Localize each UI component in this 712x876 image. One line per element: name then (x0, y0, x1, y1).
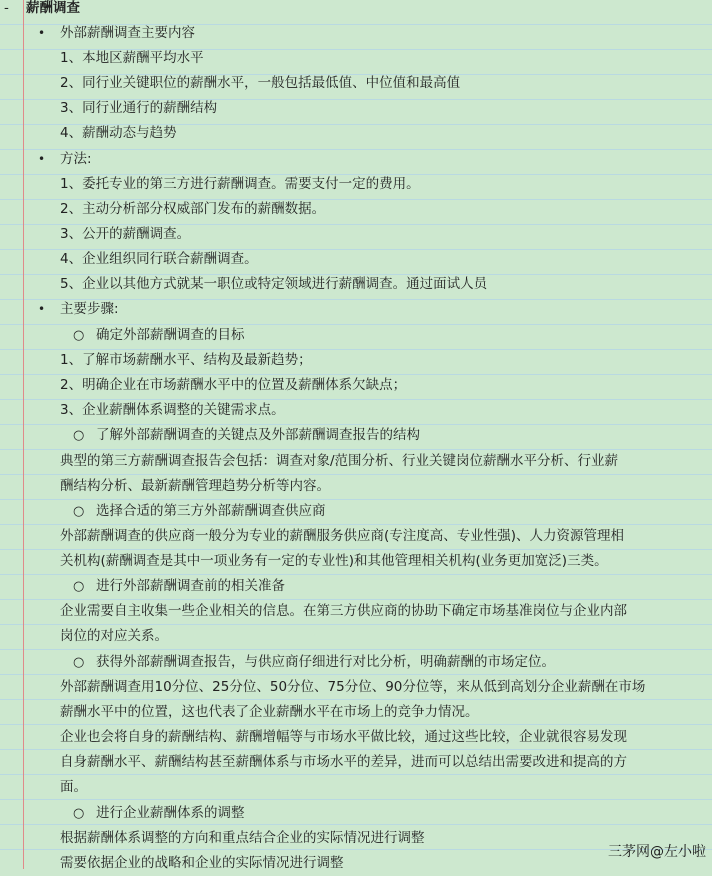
paragraph-text: 薪酬水平中的位置，这也代表了企业薪酬水平在市场上的竞争力情况。 (60, 704, 479, 720)
circle-bullet-icon: ○ (73, 806, 85, 821)
sub-heading: 了解外部薪酬调查的关键点及外部薪酬调查报告的结构 (96, 427, 420, 443)
list-item-text: 1、了解市场薪酬水平、结构及最新趋势； (60, 352, 312, 368)
sub-heading-row (0, 801, 712, 826)
sub-heading-row (0, 574, 712, 599)
list-item (0, 297, 712, 322)
page-title: 薪酬调查 (26, 0, 80, 16)
list-item-text: 2、同行业关键职位的薪酬水平，一般包括最低值、中位值和最高值 (60, 75, 461, 91)
paragraph-text: 自身薪酬水平、薪酬结构甚至薪酬体系与市场水平的差异，进而可以总结出需要改进和提高的方 (60, 754, 627, 770)
paragraph-text: 面。 (60, 779, 87, 795)
sub-heading: 进行企业薪酬体系的调整 (96, 805, 245, 821)
circle-bullet-icon: ○ (73, 579, 85, 594)
list-item (0, 21, 712, 46)
paragraph-text: 外部薪酬调查的供应商一般分为专业的薪酬服务供应商(专注度高、专业性强)、人力资源管理相 (60, 528, 625, 544)
sub-heading-row (0, 499, 712, 524)
list-item-text: 1、本地区薪酬平均水平 (60, 50, 204, 66)
circle-bullet-icon: ○ (73, 655, 85, 670)
circle-bullet-icon: ○ (73, 328, 85, 343)
circle-bullet-icon: ○ (73, 428, 85, 443)
paragraph-text: 岗位的对应关系。 (60, 628, 168, 644)
circle-bullet-icon: ○ (73, 504, 85, 519)
list-item-text: 2、主动分析部分权威部门发布的薪酬数据。 (60, 201, 326, 217)
list-item-text: 3、公开的薪酬调查。 (60, 226, 191, 242)
list-item-text: 3、同行业通行的薪酬结构 (60, 100, 218, 116)
sub-heading: 进行外部薪酬调查前的相关准备 (96, 578, 285, 594)
sub-heading: 获得外部薪酬调查报告，与供应商仔细进行对比分析，明确薪酬的市场定位。 (96, 654, 555, 670)
sub-heading-row (0, 650, 712, 675)
section-heading-steps: 主要步骤: (60, 301, 119, 317)
heading-row (0, 0, 712, 21)
list-item-text: 1、委托专业的第三方进行薪酬调查。需要支付一定的费用。 (60, 176, 420, 192)
list-item-text: 4、薪酬动态与趋势 (60, 125, 177, 141)
section-heading-external: 外部薪酬调查主要内容 (60, 25, 195, 41)
paragraph-text: 典型的第三方薪酬调查报告会包括：调查对象/范围分析、行业关键岗位薪酬水平分析、行业薪 (60, 453, 619, 469)
sub-heading: 确定外部薪酬调查的目标 (96, 327, 245, 343)
paragraph-text: 企业也会将自身的薪酬结构、薪酬增幅等与市场水平做比较，通过这些比较，企业就很容易发现 (60, 729, 627, 745)
sub-heading: 选择合适的第三方外部薪酬调查供应商 (96, 503, 326, 519)
bullet-icon: • (38, 152, 46, 166)
list-item-text: 5、企业以其他方式就某一职位或特定领域进行薪酬调查。通过面试人员 (60, 276, 488, 292)
bullet-icon: • (38, 302, 46, 316)
list-item-text: 3、企业薪酬体系调整的关键需求点。 (60, 402, 285, 418)
sub-heading-row (0, 423, 712, 448)
paragraph-text: 需要依据企业的战略和企业的实际情况进行调整 (60, 855, 344, 871)
paragraph-text: 根据薪酬体系调整的方向和重点结合企业的实际情况进行调整 (60, 830, 425, 846)
paragraph-text: 外部薪酬调查用10分位、25分位、50分位、75分位、90分位等，来从低到高划分企业薪酬在市场 (60, 679, 646, 695)
sub-heading-row (0, 323, 712, 348)
watermark: 三茅网@左小啦 (608, 844, 706, 860)
paragraph-text: 企业需要自主收集一些企业相关的信息。在第三方供应商的协助下确定市场基准岗位与企业内部 (60, 603, 627, 619)
paragraph-text: 酬结构分析、最新薪酬管理趋势分析等内容。 (60, 478, 330, 494)
section-heading-methods: 方法: (60, 151, 92, 167)
paragraph-text: 关机构(薪酬调查是其中一项业务有一定的专业性)和其他管理相关机构(业务更加宽泛)三类。 (60, 553, 608, 569)
collapse-dash-icon[interactable]: - (4, 0, 9, 16)
list-item-text: 4、企业组织同行联合薪酬调查。 (60, 251, 258, 267)
bullet-icon: • (38, 26, 46, 40)
list-item-text: 2、明确企业在市场薪酬水平中的位置及薪酬体系欠缺点； (60, 377, 407, 393)
list-item (0, 147, 712, 172)
